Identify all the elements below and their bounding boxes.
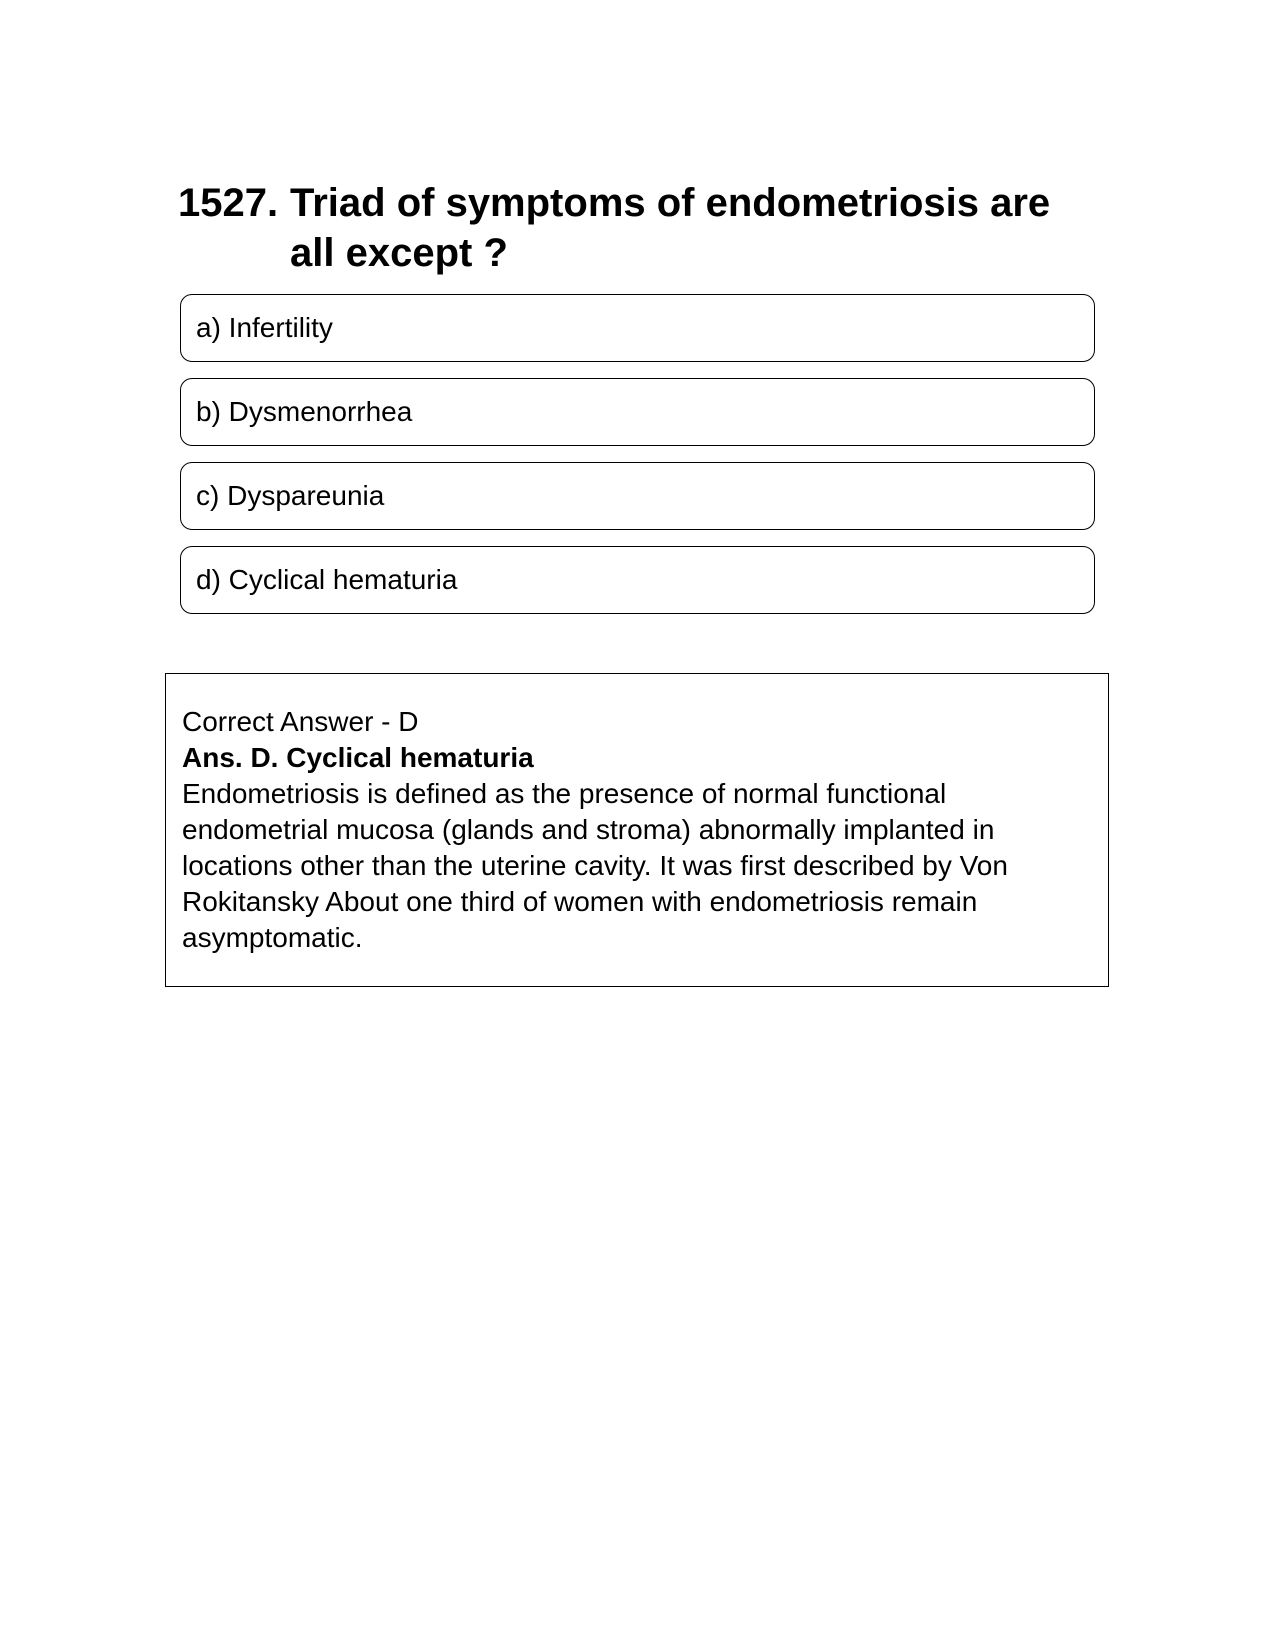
question-heading bbox=[178, 178, 1098, 278]
answer-explanation: Endometriosis is defined as the presence of normal functional endometrial mucosa (glands and stroma) abnormally implanted in locations other than the uterine cavity. It was first described by Von Rokitansky About one third of women with endometriosis remain asymptomatic. bbox=[182, 778, 1008, 953]
option-b[interactable] bbox=[180, 378, 1095, 446]
answer-box bbox=[165, 673, 1109, 987]
question-text: Triad of symptoms of endometriosis are all except ? bbox=[290, 181, 1051, 275]
option-d-label: d) Cyclical hematuria bbox=[196, 564, 458, 595]
option-c[interactable] bbox=[180, 462, 1095, 530]
answer-title: Ans. D. Cyclical hematuria bbox=[182, 742, 534, 773]
option-c-label: c) Dyspareunia bbox=[196, 480, 385, 511]
options-list bbox=[180, 294, 1095, 630]
option-b-label: b) Dysmenorrhea bbox=[196, 396, 413, 427]
option-a-label: a) Infertility bbox=[196, 312, 333, 343]
correct-answer-line: Correct Answer - D bbox=[182, 706, 419, 737]
option-a[interactable] bbox=[180, 294, 1095, 362]
question-number: 1527. bbox=[178, 181, 279, 225]
option-d[interactable] bbox=[180, 546, 1095, 614]
